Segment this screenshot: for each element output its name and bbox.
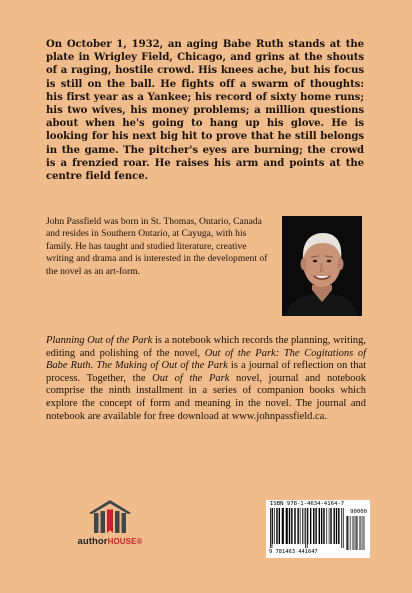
title-making: The Making of Out of the Park [96, 360, 228, 372]
barcode-bar [279, 508, 280, 544]
barcode-guard-bar [363, 516, 364, 550]
price-addon-bars [346, 516, 368, 551]
barcode-guard-bar [305, 508, 306, 548]
barcode-bar [323, 508, 324, 544]
barcode-guard-bar [272, 508, 273, 548]
barcode-guard-bar [364, 516, 365, 550]
barcode-bar [321, 508, 322, 544]
journal-text-2: . [90, 360, 97, 372]
barcode-bar [315, 508, 316, 544]
barcode-bar [329, 508, 330, 544]
barcode-guard-bar [270, 508, 271, 548]
barcode-bar [289, 508, 290, 544]
title-planning: Planning Out of the Park [46, 335, 153, 346]
authorhouse-logo-icon [62, 498, 158, 536]
barcode-guard-bar [356, 516, 357, 550]
barcode-bar [313, 508, 314, 544]
barcode-bar [302, 508, 303, 544]
barcode-guard-bar [341, 508, 342, 548]
barcode-bar [330, 508, 331, 544]
barcode-bar [310, 508, 311, 544]
barcode-bar [282, 508, 284, 544]
barcode-bar [291, 508, 292, 544]
barcode-bar [300, 508, 301, 544]
barcode-guard-bar [347, 516, 348, 550]
trademark-symbol: ® [136, 537, 143, 546]
barcode-guard-bar [307, 508, 308, 548]
barcode-bar [304, 508, 305, 544]
publisher-name-author: author [77, 536, 108, 547]
authorhouse-logo [62, 498, 158, 554]
barcode-bar [338, 508, 339, 544]
barcode-bar [308, 508, 309, 544]
barcode-bar [326, 508, 327, 544]
author-bio: John Passfield was born in St. Thomas, Ontario, Canada and resides in Southern Ontario, at Cayuga, with his family. He has taught and studied literature, creative writing and drama and is interested in the development of the novel as an art-form. [46, 216, 268, 277]
book-blurb: On October 1, 1932, an aging Babe Ruth stands at the plate in Wrigley Field, Chicago, and grins at the shouts of a raging, hostile crowd. His knees ache, but his focus is still on the ball. He fights off a swarm of thoughts: his first year as a Yankee; his record of sixty home runs; his two wives, his money problems; a million questions about when he's going to hang up his glove. He is looking for his next big hit to prove that he still belongs in the game. The pitcher's eyes are burning; the crowd is a frenzied roar. He raises his arm and points at the centre field fence. [46, 39, 364, 183]
barcode-bar [274, 508, 275, 544]
author-portrait-image [282, 216, 362, 316]
journal-description [46, 335, 366, 423]
barcode-guard-bar [343, 508, 344, 548]
title-novel: Out of the Park: The Cogitations of Babe Ruth [46, 347, 367, 372]
barcode-bar [297, 508, 298, 544]
publisher-name [62, 536, 158, 547]
barcode-digits: 9 781463 441647 [269, 549, 318, 555]
barcode-bar [333, 508, 334, 544]
ean-barcode-bars [270, 508, 346, 549]
barcode-bar [276, 508, 277, 544]
journal-text-4: novel, journal and notebook comprise the ninth installment in a series of companion books which explore the concept of form and meaning in the novel. The journal and notebook are available for free download at www.johnpassfield.ca. [46, 372, 367, 422]
barcode-bar [319, 508, 320, 544]
title-out-of-the-park: Out of the Park [152, 372, 230, 384]
barcode-bar [286, 508, 288, 544]
isbn-label: ISBN 978-1-4634-4164-7 [270, 501, 345, 507]
journal-text-3: is a journal of reflection on that process. Together, the [46, 360, 367, 384]
barcode-guard-bar [355, 516, 356, 550]
barcode-bar [272, 508, 273, 544]
barcode-bar [336, 508, 337, 544]
price-code: 90000 [350, 509, 367, 515]
isbn-barcode [266, 500, 370, 558]
journal-text-1: is a notebook which records the planning, writing, editing and polishing of the novel, [46, 335, 366, 359]
publisher-name-house: HOUSE [107, 537, 137, 546]
author-photo [282, 216, 362, 316]
barcode-guard-bar [346, 516, 347, 550]
barcode-bar [294, 508, 295, 544]
